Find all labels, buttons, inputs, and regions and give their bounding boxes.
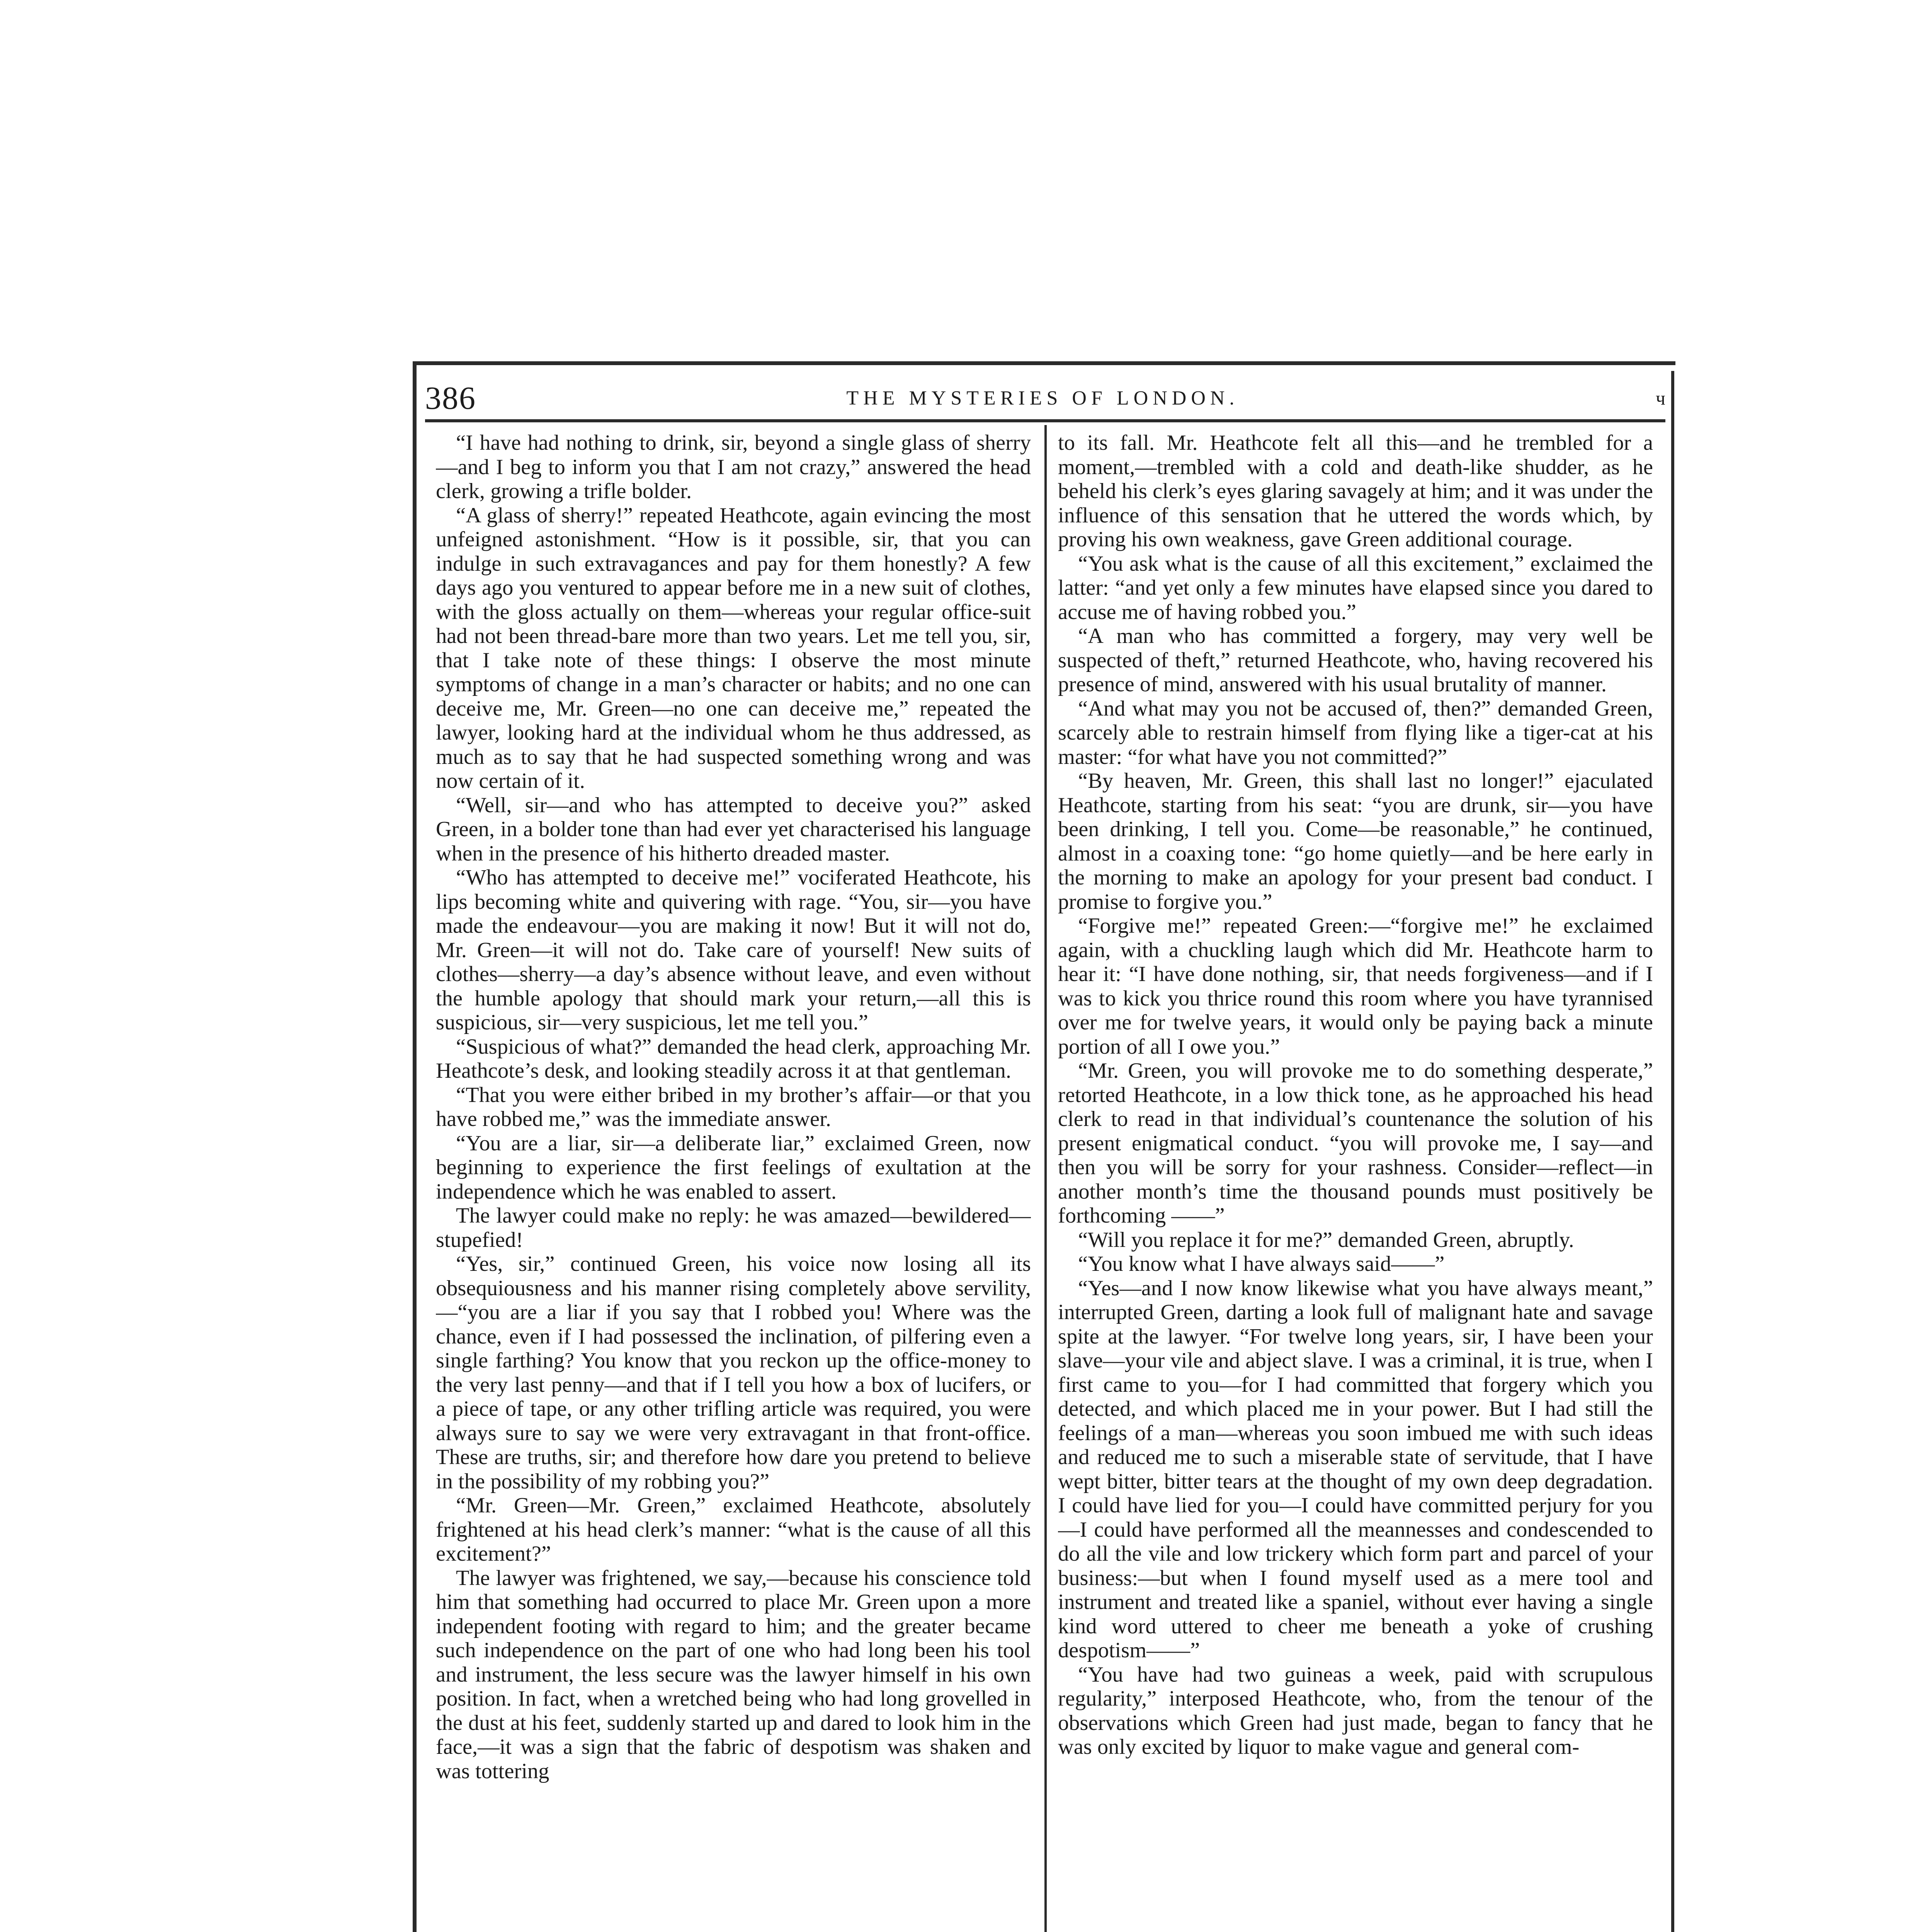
paragraph: “Forgive me!” repeated Green:—“forgive me!” he exclaimed again, with a chuckling laugh which did Mr. Heathcote harm to hear it: “I have done nothing, sir, that needs forgiveness—and if I was to kick you thrice round this room where you have tyrannised over me for twelve years, it would only be paying back a minute portion of all I owe you.” [1058,914,1653,1059]
paragraph: “By heaven, Mr. Green, this shall last no longer!” ejaculated Heathcote, starting from his seat: “you are drunk, sir—you have been drinking, I tell you. Come—be reasonable,” he continued, almost in a coaxing tone: “go home quietly—and be here early in the morning to make an apology for your present bad conduct. I promise to forgive you.” [1058,769,1653,914]
paragraph: “A man who has committed a forgery, may very well be suspected of theft,” returned Heathcote, who, having recovered his presence of mind, answered with his usual brutality of manner. [1058,624,1653,696]
paragraph: “And what may you not be accused of, then?” demanded Green, scarcely able to restrain himself from flying like a tiger-cat at his master: “for what have you not committed?” [1058,696,1653,769]
paragraph: “Who has attempted to deceive me!” vociferated Heathcote, his lips becoming white and quivering with rage. “You, sir—you have made the endeavour—you are making it now! But it will not do, Mr. Green—it will not do. Take care of yourself! New suits of clothes—sherry—a day’s absence without leave, and even without the humble apology that should mark your return,—all this is suspicious, sir—very suspicious, let me tell you.” [436,866,1031,1034]
paragraph: “Mr. Green, you will provoke me to do something desperate,” retorted Heathcote, in a low thick tone, as he approached his head clerk to read in that individual’s countenance the solution of his present enigmatical conduct. “you will provoke me, I say—and then you will be sorry for your rashness. Consider—reflect—in another month’s time the thousand pounds must positively be forthcoming ——” [1058,1059,1653,1228]
paragraph: “Yes, sir,” continued Green, his voice now losing all its obsequiousness and his manner rising completely above servility,—“you are a liar if you say that I robbed you! Where was the chance, even if I had possessed the inclination, of pilfering even a single farthing? You know that you reckon up the office-money to the very last penny—and that if I tell you how a box of lucifers, or a piece of tape, or any other trifling article was required, you were always sure to say we were very extravagant in that front-office. These are truths, sir; and therefore how dare you pretend to believe in the possibility of my robbing you?” [436,1252,1031,1493]
paragraph: “Suspicious of what?” demanded the head clerk, approaching Mr. Heathcote’s desk, and looking steadily across it at that gentleman. [436,1034,1031,1083]
paragraph: The lawyer could make no reply: he was amazed—bewildered—stupefied! [436,1204,1031,1252]
paragraph: “Well, sir—and who has attempted to deceive you?” asked Green, in a bolder tone than had ever yet characterised his language when in the presence of his hitherto dreaded master. [436,793,1031,866]
paragraph: “You ask what is the cause of all this excitement,” exclaimed the latter: “and yet only a few minutes have elapsed since you dared to accuse me of having robbed you.” [1058,551,1653,624]
paragraph: “Will you replace it for me?” demanded Green, abruptly. [1078,1228,1574,1252]
left-column [436,431,1031,1932]
paragraph: “You know what I have always said——” [1078,1252,1445,1276]
paragraph: “I have had nothing to drink, sir, beyond a single glass of sherry—and I beg to inform you that I am not crazy,” answered the head clerk, growing a trifle bolder. [436,431,1031,503]
paragraph: “A glass of sherry!” repeated Heathcote, again evincing the most unfeigned astonishment. “How is it possible, sir, that you can indulge in such extravagances and pay for them honestly? A few days ago you ventured to appear before me in a new suit of clothes, with the gloss actually on them—whereas your regular office-suit had not been thread-bare more than two years. Let me tell you, sir, that I take note of these things: I observe the most minute symptoms of change in a man’s character or habits; and no one can deceive me, Mr. Green—no one can deceive me,” repeated the lawyer, looking hard at the individual whom he thus addressed, as much as to say that he had suspected something wrong and was now certain of it. [436,503,1031,793]
paragraph: to its fall. Mr. Heathcote felt all this—and he trembled for a moment,—trembled with a cold and death-like shudder, as he beheld his clerk’s eyes glaring savagely at him; and it was under the influence of this sensation that he uttered the words which, by proving his own weakness, gave Green additional courage. [1058,431,1653,551]
paragraph: “That you were either bribed in my brother’s affair—or that you have robbed me,” was the immediate answer. [436,1083,1031,1131]
corner-mark: ч [1655,387,1665,409]
running-title: THE MYSTERIES OF LONDON. [846,387,1239,409]
page-header [425,377,1665,422]
paragraph: “You are a liar, sir—a deliberate liar,” exclaimed Green, now beginning to experience the first feelings of exultation at the independence which he was enabled to assert. [436,1131,1031,1204]
paragraph: The lawyer was frightened, we say,—because his conscience told him that something had occurred to place Mr. Green upon a more independent footing with regard to him; and the greater became such independence on the part of one who had long been his tool and instrument, the less secure was the lawyer himself in his own position. In fact, when a wretched being who had long grovelled in the dust at his feet, suddenly started up and dared to look him in the face,—it was a sign that the fabric of despotism was shaken and was tottering [436,1566,1031,1783]
paragraph: “Mr. Green—Mr. Green,” exclaimed Heathcote, absolutely frightened at his head clerk’s manner: “what is the cause of all this excitement?” [436,1493,1031,1566]
paragraph: “You have had two guineas a week, paid with scrupulous regularity,” interposed Heathcote, who, from the tenour of the observations which Green had just made, began to fancy that he was only excited by liquor to make vague and general com- [1058,1662,1653,1759]
right-column [1058,431,1653,1932]
column-divider [1044,425,1047,1932]
page-number: 386 [425,380,476,416]
right-border-rule [1671,371,1674,1932]
paragraph: “Yes—and I now know likewise what you have always meant,” interrupted Green, darting a look full of malignant hate and savage spite at the lawyer. “For twelve long years, sir, I have been your slave—your vile and abject slave. I was a criminal, it is true, when I first came to you—for I had committed that forgery which you detected, and which placed me in your power. But I had still the feelings of a man—whereas you soon imbued me with such ideas and reduced me to such a miserable state of servitude, that I have wept bitter, bitter tears at the thought of my own deep degradation. I could have lied for you—I could have committed perjury for you—I could have performed all the meannesses and condescended to do all the vile and low trickery which form part and parcel of your business:—but when I found myself used as a mere tool and instrument and treated like a spaniel, without ever having a single kind word uttered to cheer me beneath a yoke of crushing despotism——” [1058,1276,1653,1662]
